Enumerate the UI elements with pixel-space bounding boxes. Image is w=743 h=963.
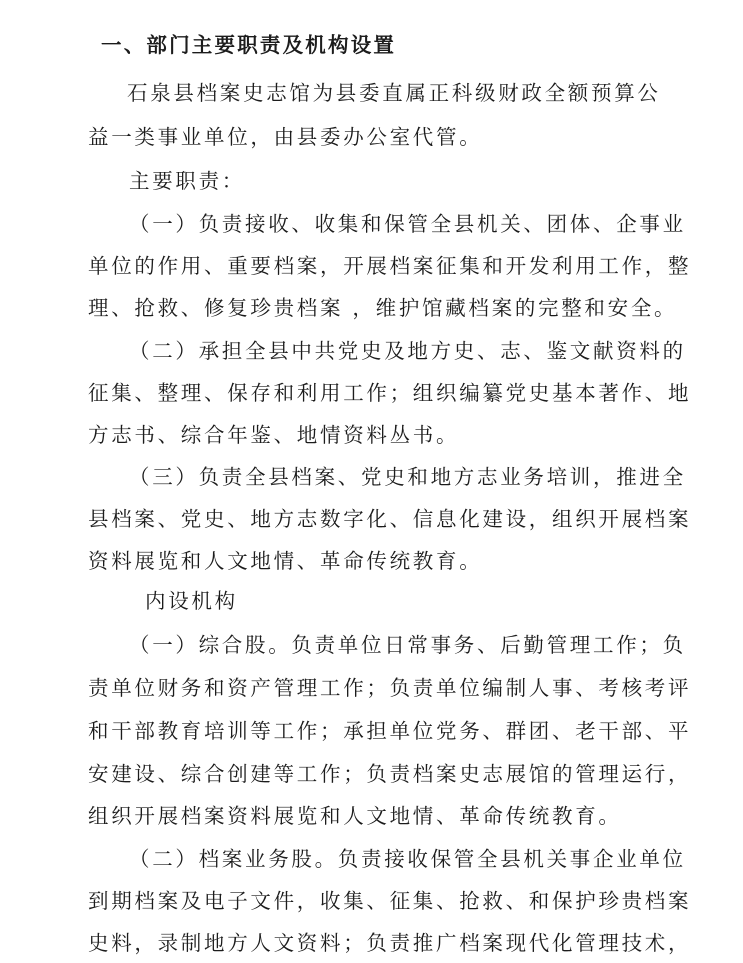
duty-3-line-1: （三）负责全县档案、党史和地方志业务培训，推进全 bbox=[129, 465, 686, 489]
org-1-line-3: 和干部教育培训等工作；承担单位党务、群团、老干部、平 bbox=[88, 719, 692, 743]
duties-label: 主要职责： bbox=[129, 169, 245, 193]
org-1-line-4: 安建设、综合创建等工作；负责档案史志展馆的管理运行， bbox=[88, 762, 692, 786]
org-2-line-1: （二）档案业务股。负责接收保管全县机关事企业单位 bbox=[129, 847, 686, 871]
org-1-line-5: 组织开展档案资料展览和人文地情、革命传统教育。 bbox=[88, 804, 622, 828]
intro-line-1: 石泉县档案史志馆为县委直属正科级财政全额预算公 bbox=[127, 81, 661, 105]
duty-1-line-1: （一）负责接收、收集和保管全县机关、团体、企事业 bbox=[129, 212, 686, 236]
org-2-line-2: 到期档案及电子文件，收集、征集、抢救、和保护珍贵档案 bbox=[88, 889, 692, 913]
duty-1-line-2: 单位的作用、重要档案，开展档案征集和开发利用工作，整 bbox=[88, 254, 692, 278]
duty-2-line-1: （二）承担全县中共党史及地方史、志、鉴文献资料的 bbox=[129, 339, 686, 363]
duty-2-line-3: 方志书、综合年鉴、地情资料丛书。 bbox=[88, 423, 460, 447]
duty-1-line-3: 理、抢救、修复珍贵档案 ，维护馆藏档案的完整和安全。 bbox=[88, 296, 678, 320]
org-label: 内设机构 bbox=[145, 589, 238, 613]
intro-line-2: 益一类事业单位，由县委办公室代管。 bbox=[88, 125, 483, 149]
org-2-line-3: 史料，录制地方人文资料；负责推广档案现代化管理技术， bbox=[88, 931, 692, 955]
org-1-line-2: 责单位财务和资产管理工作；负责单位编制人事、考核考评 bbox=[88, 676, 692, 700]
duty-3-line-2: 县档案、党史、地方志数字化、信息化建设，组织开展档案 bbox=[88, 507, 692, 531]
duty-2-line-2: 征集、整理、保存和利用工作；组织编纂党史基本著作、地 bbox=[88, 381, 692, 405]
duty-3-line-3: 资料展览和人文地情、革命传统教育。 bbox=[88, 549, 483, 573]
section-heading: 一、部门主要职责及机构设置 bbox=[101, 33, 397, 57]
org-1-line-1: （一）综合股。负责单位日常事务、后勤管理工作；负 bbox=[129, 633, 686, 657]
